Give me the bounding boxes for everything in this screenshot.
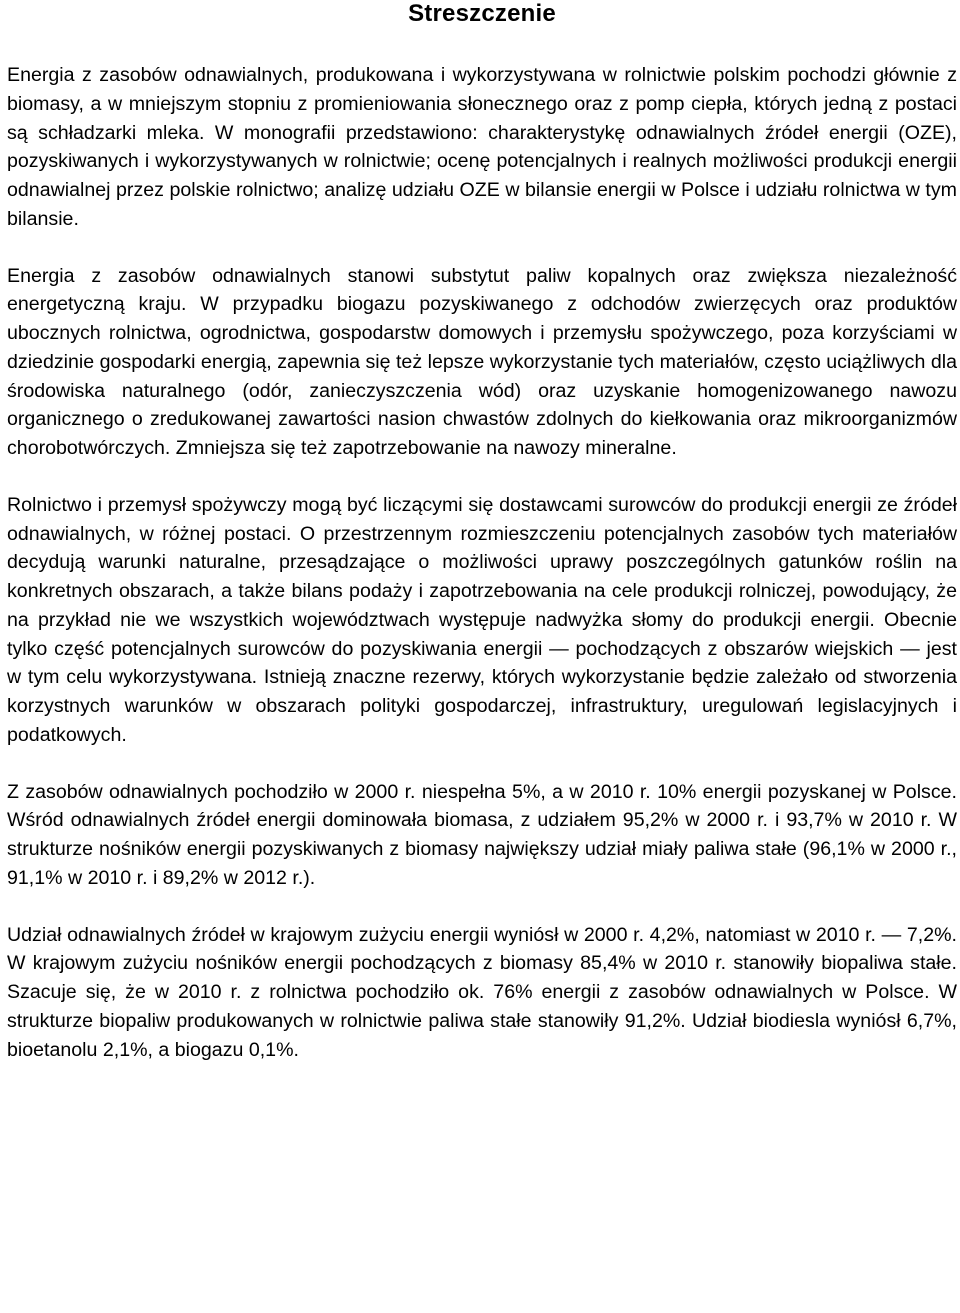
paragraph-3: Rolnictwo i przemysł spożywczy mogą być liczącymi się dostawcami surowców do produkcji energii ze źródeł odnawialnych, w różnej postaci. O przestrzennym rozmieszczeniu potencjalnych zasobów tych materiałów decydują warunki naturalne, przesądzające o możliwości uprawy poszczególnych gatunków roślin na konkretnych obszarach, a także bilans podaży i zapotrzebowania na cele produkcji rolniczej, powodujący, że na przykład nie we wszystkich województwach występuje nadwyżka słomy do produkcji energii. Obecnie tylko część potencjalnych surowców do pozyskiwania energii — pochodzących z obszarów wiejskich — jest w tym celu wykorzystywana. Istnieją znaczne rezerwy, których wykorzystanie będzie zależało od stworzenia korzystnych warunków w obszarach polityki gospodarczej, infrastruktury, uregulowań legislacyjnych i podatkowych. [7,493,957,746]
paragraph-1: Energia z zasobów odnawialnych, produkowana i wykorzystywana w rolnictwie polskim pochodzi głównie z biomasy, a w mniejszym stopniu z promieniowania słonecznego oraz z pomp ciepła, których jedną z postaci są schładzarki mleka. W monografii przedstawiono: charakterystykę odnawialnych źródeł energii (OZE), pozyskiwanych i wykorzystywanych w rolnictwie; ocenę potencjalnych i realnych możliwości produkcji energii odnawialnej przez polskie rolnictwo; analizę udziału OZE w bilansie energii w Polsce i udziału rolnictwa w tym bilansie. [7,64,957,230]
paragraph-5: Udział odnawialnych źródeł w krajowym zużyciu energii wyniósł w 2000 r. 4,2%, natomiast w 2010 r. — 7,2%. W krajowym zużyciu nośników energii pochodzących z biomasy 85,4% w 2010 r. stanowiły biopaliwa stałe. Szacuje się, że w 2010 r. z rolnictwa pochodziło ok. 76% energii z zasobów odnawialnych w Polsce. W strukturze biopaliw produkowanych w rolnictwie paliwa stałe stanowiły 91,2%. Udział biodiesla wyniósł 6,7%, bioetanolu 2,1%, a biogazu 0,1%. [7,923,957,1061]
document-page [7,0,957,1064]
paragraph-2: Energia z zasobów odnawialnych stanowi substytut paliw kopalnych oraz zwiększa niezależność energetyczną kraju. W przypadku biogazu pozyskiwanego z odchodów zwierzęcych oraz produktów ubocznych rolnictwa, ogrodnictwa, gospodarstw domowych i przemysłu spożywczego, poza korzyściami w dziedzinie gospodarki energią, zapewnia się też lepsze wykorzystanie tych materiałów, często uciążliwych dla środowiska naturalnego (odór, zanieczyszczenia wód) oraz uzyskanie homogenizowanego nawozu organicznego o zredukowanej zawartości nasion chwastów zdolnych do kiełkowania oraz mikroorganizmów chorobotwórczych. Zmniejsza się też zapotrzebowanie na nawozy mineralne. [7,264,957,459]
paragraph-4: Z zasobów odnawialnych pochodziło w 2000 r. niespełna 5%, a w 2010 r. 10% energii pozyskanej w Polsce. Wśród odnawialnych źródeł energii dominowała biomasa, z udziałem 95,2% w 2000 r. i 93,7% w 2010 r. W strukturze nośników energii pozyskiwanych z biomasy największy udział miały paliwa stałe (96,1% w 2000 r., 91,1% w 2010 r. i 89,2% w 2012 r.). [7,780,957,889]
page-title: Streszczenie [408,0,556,27]
